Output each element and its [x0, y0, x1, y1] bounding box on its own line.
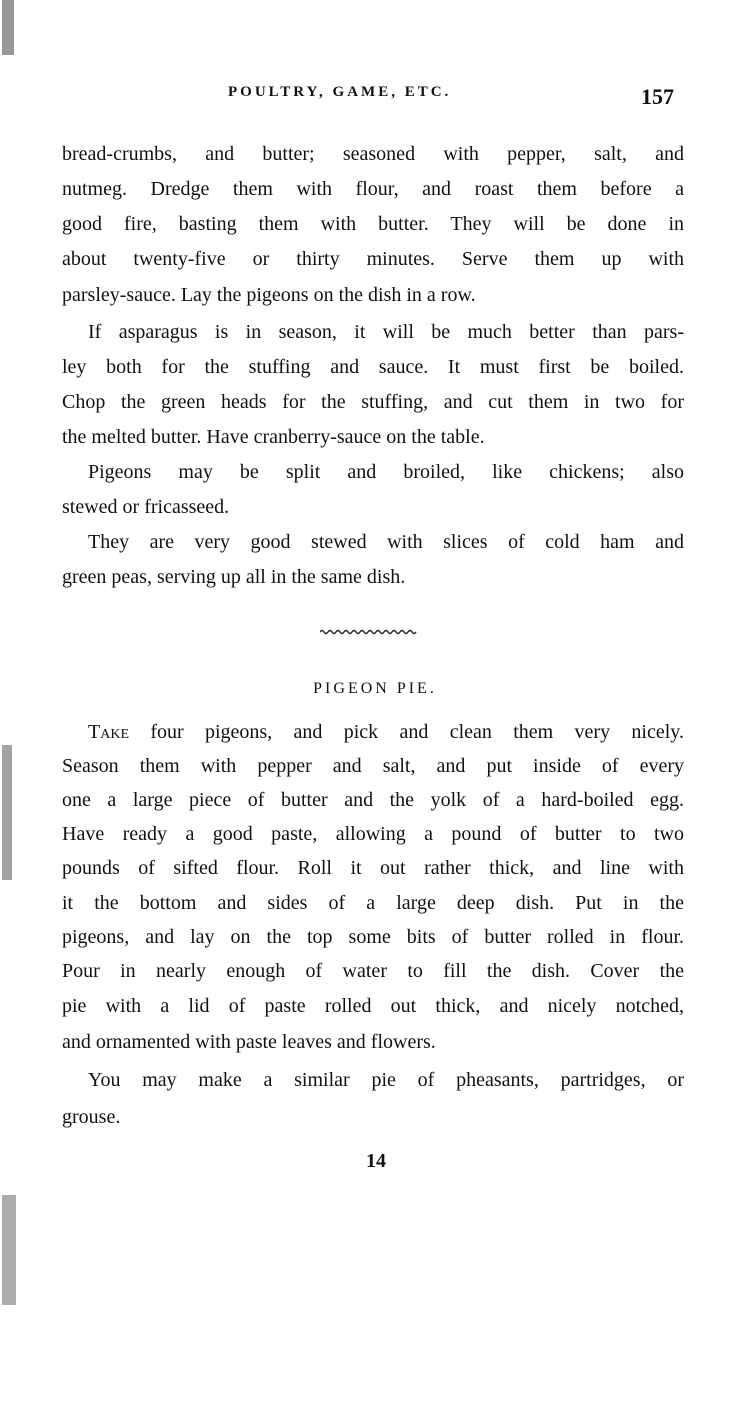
text-line: grouse.	[62, 1106, 121, 1128]
text-line: and ornamented with paste leaves and flowers.	[62, 1031, 436, 1053]
text-line: Season them with pepper and salt, and put inside of every	[62, 755, 684, 777]
text-line: parsley-sauce. Lay the pigeons on the dish in a row.	[62, 284, 476, 306]
text-line: nutmeg. Dredge them with flour, and roast them before a	[62, 178, 684, 200]
scan-artifact	[2, 0, 14, 55]
text-line: Chop the green heads for the stuffing, and cut them in two for	[62, 391, 684, 413]
text-line: Pour in nearly enough of water to fill the dish. Cover the	[62, 960, 684, 982]
first-word: Take	[88, 721, 129, 743]
text-line: it the bottom and sides of a large deep dish. Put in the	[62, 892, 684, 914]
text-line: Have ready a good paste, allowing a pound of butter to two	[62, 823, 684, 845]
text-line: pie with a lid of paste rolled out thick, and nicely notched,	[62, 995, 684, 1017]
running-title: POULTRY, GAME, ETC.	[228, 84, 452, 100]
text-line: They are very good stewed with slices of cold ham and	[88, 531, 684, 553]
text-line: ley both for the stuffing and sauce. It must first be boiled.	[62, 356, 684, 378]
scan-artifact	[2, 1195, 16, 1305]
text-line	[88, 721, 684, 744]
text-line: good fire, basting them with butter. They will be done in	[62, 213, 684, 235]
text-line: Pigeons may be split and broiled, like chickens; also	[88, 461, 684, 483]
page-number: 157	[641, 84, 674, 109]
text-line: If asparagus is in season, it will be much better than pars-	[88, 321, 684, 343]
text-line: about twenty-five or thirty minutes. Serve them up with	[62, 248, 684, 270]
section-title: PIGEON PIE.	[313, 680, 437, 697]
text-line: pigeons, and lay on the top some bits of butter rolled in flour.	[62, 926, 684, 948]
text-line: You may make a similar pie of pheasants, partridges, or	[88, 1069, 684, 1091]
text-line: pounds of sifted flour. Roll it out rather thick, and line with	[62, 857, 684, 879]
text-line: stewed or fricasseed.	[62, 496, 230, 518]
text-line: bread-crumbs, and butter; seasoned with pepper, salt, and	[62, 143, 684, 165]
section-divider-ornament	[320, 628, 418, 636]
text-line: the melted butter. Have cranberry-sauce on the table.	[62, 426, 485, 448]
text-line: green peas, serving up all in the same dish.	[62, 566, 406, 588]
text-line: one a large piece of butter and the yolk of a hard-boiled egg.	[62, 789, 684, 811]
text-span: four pigeons, and pick and clean them very nicely.	[129, 721, 684, 743]
signature-mark: 14	[366, 1150, 386, 1172]
scan-artifact	[2, 745, 12, 880]
